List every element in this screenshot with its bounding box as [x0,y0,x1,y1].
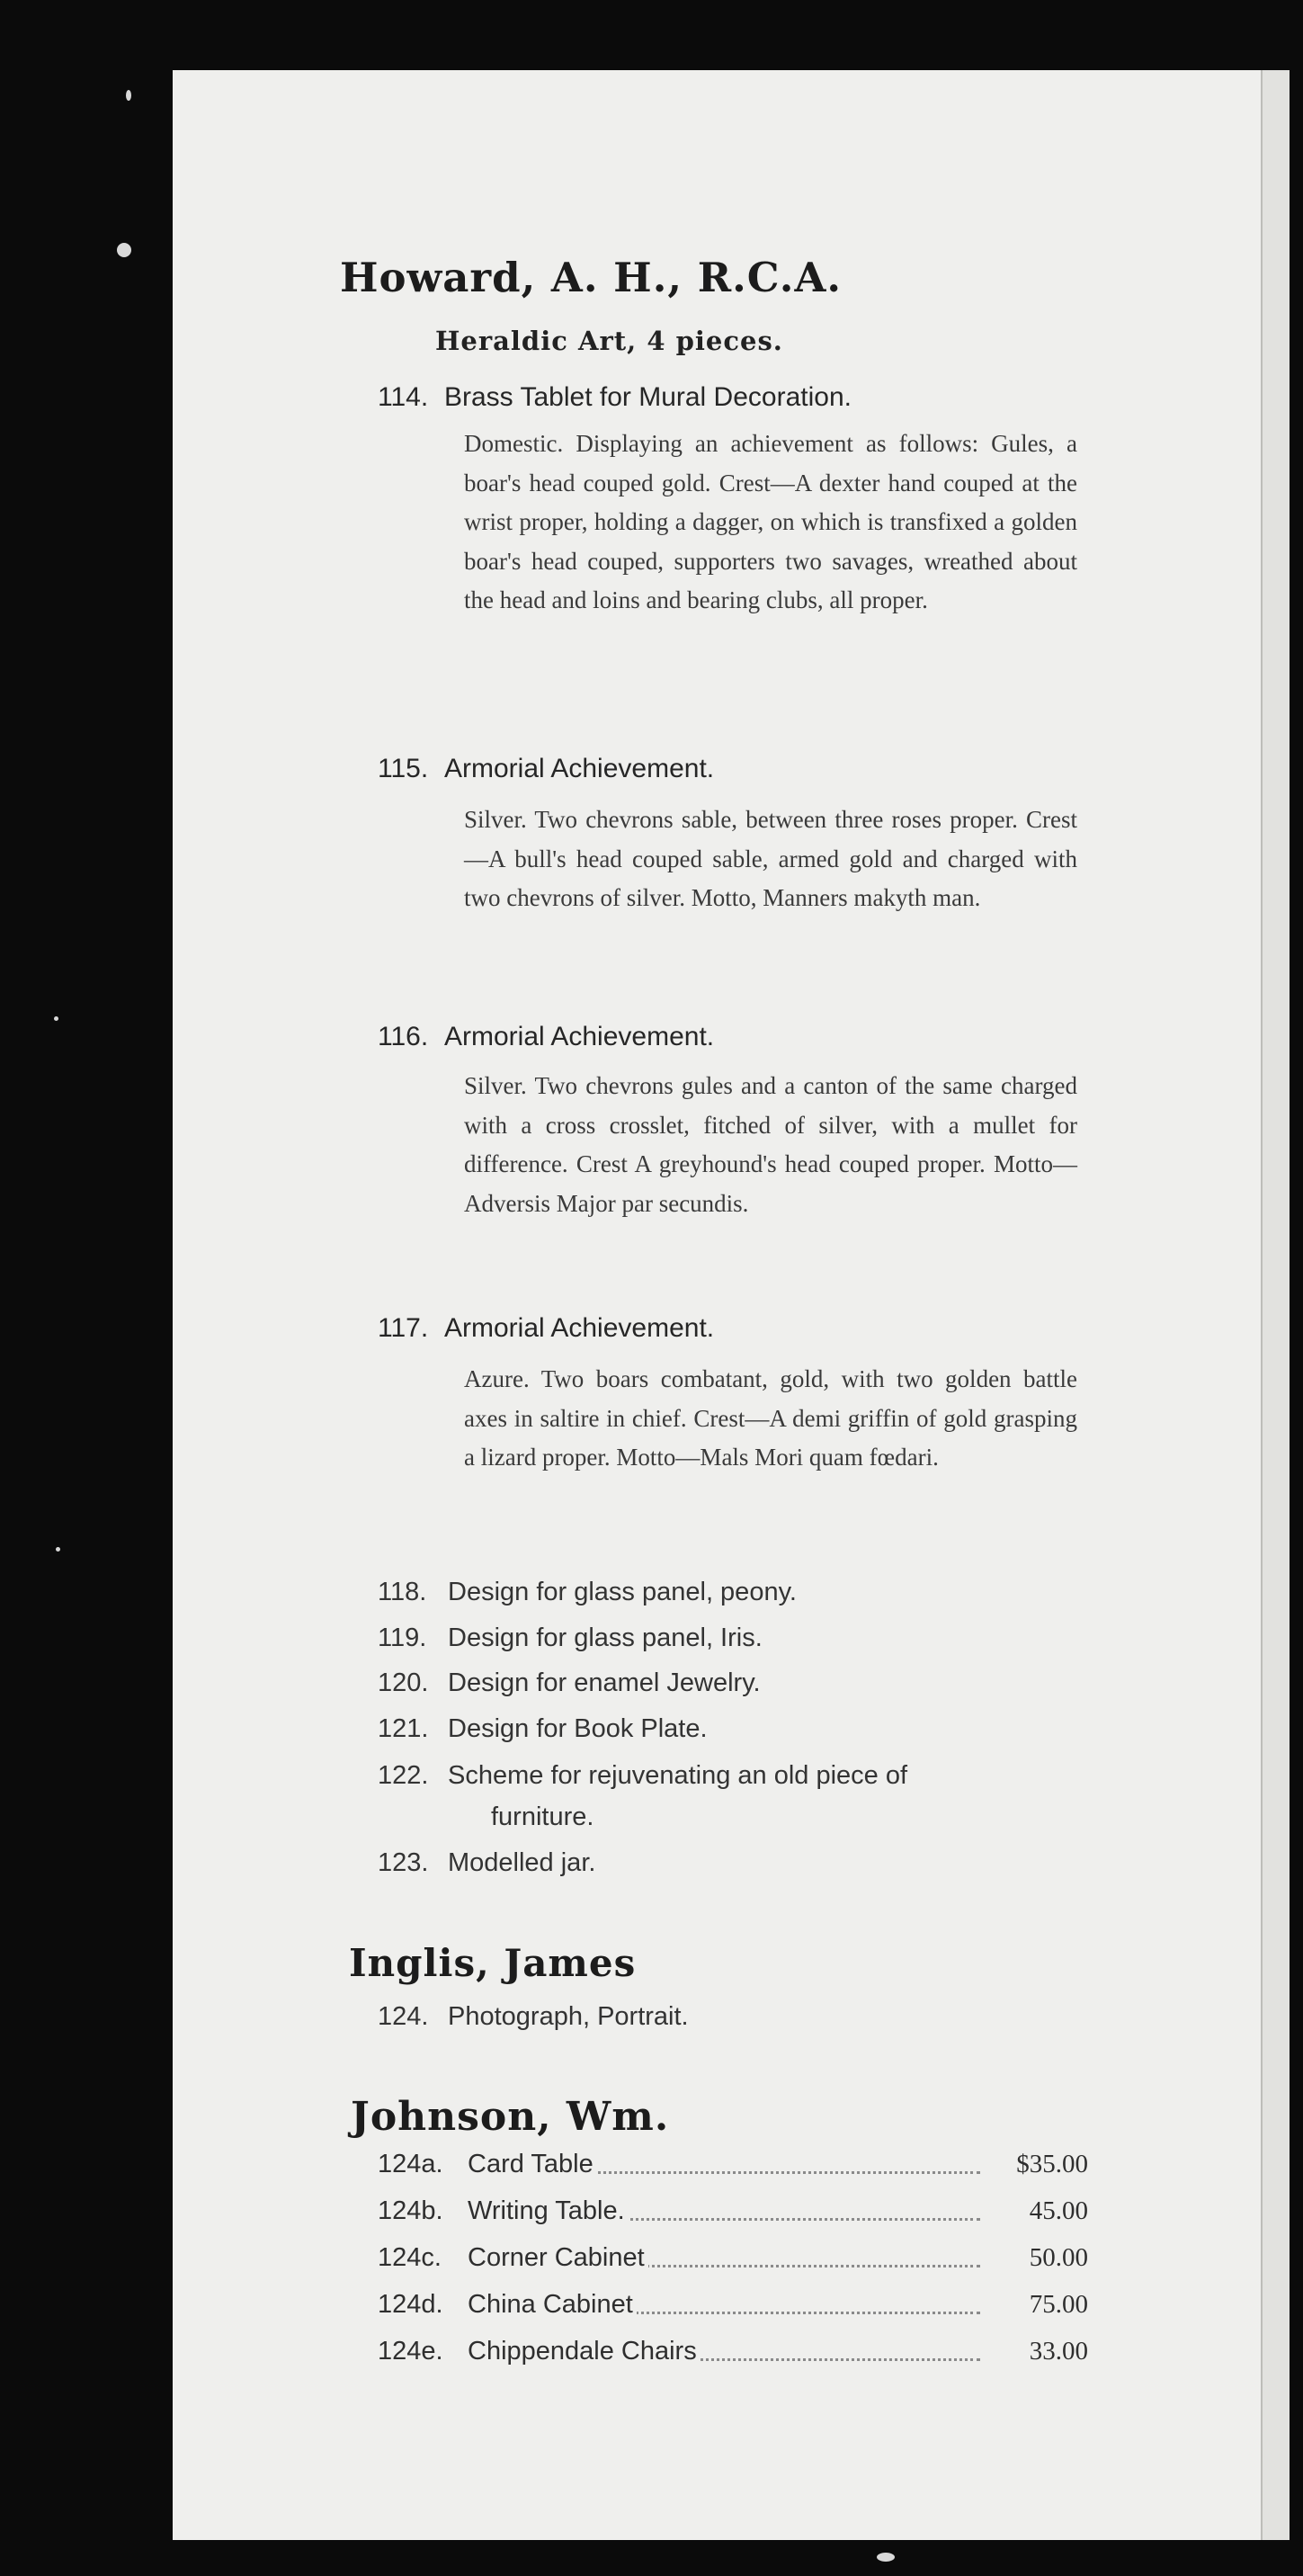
item-price: 33.00 [1029,2337,1088,2366]
item-label: Writing Table. [468,2196,629,2226]
item-label: Card Table [468,2150,597,2179]
scan-speck [56,1547,60,1552]
entry-118 [378,1578,797,1607]
adjacent-page-edge [1261,70,1290,2540]
scan-speck [126,90,131,101]
scan-speck [117,243,131,257]
item-number: 124e. [378,2337,443,2366]
scan-speck [54,1016,58,1021]
entry-114-description: Domestic. Displaying an achievement as follows: Gules, a boar's head couped gold. Crest—A dexter hand couped at the wrist proper, holding a dagger, on which is transfixed a golden boar's head couped, supporters two savages, wreathed about the head and loins and bearing clubs, all proper. [464,430,1077,613]
section-heading-inglis: Inglis, James [349,1941,637,1985]
entry-114-title [378,382,852,413]
entry-text: Photograph, Portrait. [448,2002,689,2031]
item-number: 124b. [378,2196,443,2225]
entry-122-continuation: furniture. [491,1802,594,1831]
entry-title-text: Armorial Achievement. [444,1022,715,1051]
price-row-124e [378,2337,1088,2373]
entry-123 [378,1848,595,1878]
item-price: 75.00 [1029,2290,1088,2319]
scan-speck [877,2553,895,2562]
entry-number: 114. [378,382,429,412]
item-price: 45.00 [1029,2196,1088,2225]
section-subtitle-howard: Heraldic Art, 4 pieces. [435,326,783,356]
entry-number: 122. [378,1761,429,1790]
entry-number: 117. [378,1313,429,1343]
entry-title-text: Armorial Achievement. [444,754,715,783]
item-label: Chippendale Chairs [468,2337,701,2366]
entry-text: Modelled jar. [448,1848,596,1877]
section-heading-howard: Howard, A. H., R.C.A. [340,254,843,301]
entry-117-description: Azure. Two boars combatant, gold, with two golden battle axes in saltire in chief. Crest—A demi griffin of gold grasping a lizard proper. Motto—Mals Mori quam fœdari. [464,1365,1077,1471]
price-row-124c [378,2243,1088,2279]
entry-120 [378,1668,761,1698]
entry-number: 121. [378,1714,429,1743]
item-label: China Cabinet [468,2290,637,2320]
entry-number: 119. [378,1623,427,1652]
entry-text: Design for glass panel, Iris. [448,1623,763,1652]
entry-124 [378,2002,689,2032]
entry-121 [378,1714,708,1744]
item-number: 124a. [378,2150,443,2178]
entry-116-description: Silver. Two chevrons gules and a canton of the same charged with a cross crosslet, fitched of silver, with a mullet for difference. Crest A greyhound's head couped proper. Motto—Adversis Major par secundis. [464,1072,1077,1217]
entry-122 [378,1761,907,1791]
entry-115-description: Silver. Two chevrons sable, between three roses proper. Crest—A bull's head couped sable, armed gold and charged with two chevrons of silver. Motto, Manners makyth man. [464,806,1077,911]
section-heading-johnson: Johnson, Wm. [351,2094,670,2140]
entry-text: Scheme for rejuvenating an old piece of [448,1761,908,1790]
price-row-124b [378,2196,1088,2232]
entry-116-title [378,1022,714,1052]
item-number: 124d. [378,2290,443,2319]
entry-115-title [378,754,714,784]
entry-title-text: Brass Tablet for Mural Decoration. [444,382,852,412]
entry-117-title [378,1313,714,1344]
entry-number: 118. [378,1578,427,1606]
entry-text: Design for Book Plate. [448,1714,708,1743]
item-number: 124c. [378,2243,442,2272]
item-price: 50.00 [1029,2243,1088,2272]
entry-number: 124. [378,2002,429,2031]
entry-title-text: Armorial Achievement. [444,1313,715,1343]
entry-text: Design for enamel Jewelry. [448,1668,761,1697]
price-row-124d [378,2290,1088,2326]
item-price: $35.00 [1016,2150,1088,2178]
entry-number: 115. [378,754,429,783]
price-row-124a [378,2150,1088,2186]
entry-number: 116. [378,1022,429,1051]
entry-text: Design for glass panel, peony. [448,1578,797,1606]
entry-number: 120. [378,1668,429,1697]
entry-number: 123. [378,1848,429,1877]
item-label: Corner Cabinet [468,2243,648,2273]
entry-119 [378,1623,763,1653]
